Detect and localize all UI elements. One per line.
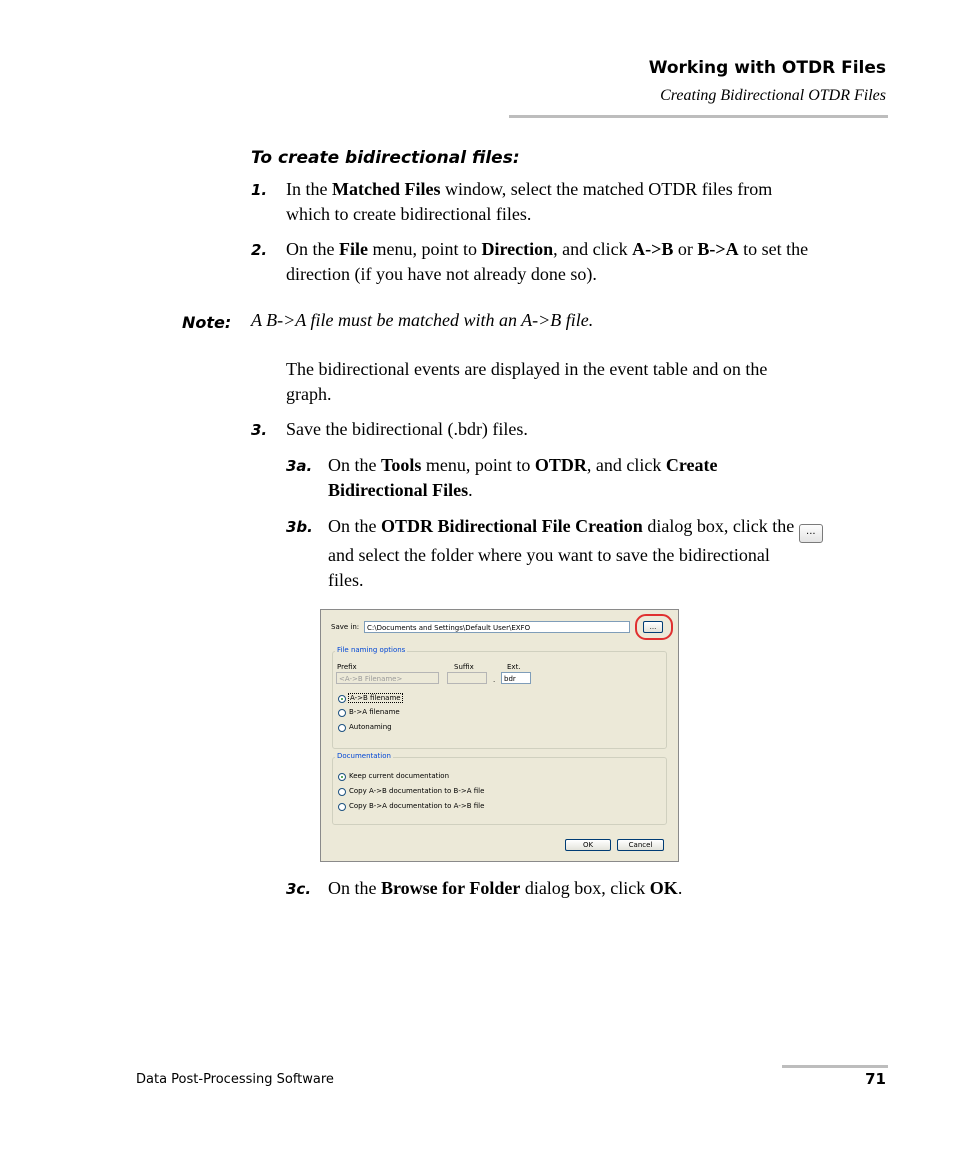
footer-rule bbox=[782, 1065, 888, 1068]
ok-button[interactable]: OK bbox=[565, 839, 611, 851]
events-paragraph: The bidirectional events are displayed in the event table and on the graph. bbox=[286, 359, 768, 404]
radio-ba-filename[interactable] bbox=[338, 709, 346, 717]
procedure-title: To create bidirectional files: bbox=[251, 148, 520, 168]
step-3-number: 3. bbox=[251, 421, 268, 439]
header-title: Working with OTDR Files bbox=[648, 58, 886, 78]
file-naming-title: File naming options bbox=[337, 646, 406, 654]
radio-keep-doc[interactable] bbox=[338, 773, 346, 781]
step-3c-text: On the Browse for Folder dialog box, click OK. bbox=[328, 878, 683, 898]
radio-copy-ba-doc[interactable] bbox=[338, 803, 346, 811]
radio-autonaming[interactable] bbox=[338, 724, 346, 732]
suffix-label: Suffix bbox=[454, 663, 474, 671]
bidirectional-file-creation-dialog bbox=[320, 609, 679, 862]
radio-copy-ab-doc-label: Copy A->B documentation to B->A file bbox=[349, 787, 485, 795]
step-3b-text: On the OTDR Bidirectional File Creation dialog box, click the ... and select the folder where you want to save the bidirectional files. bbox=[328, 514, 898, 593]
prefix-field[interactable]: <A->B Filename> bbox=[336, 672, 439, 684]
ext-dot: . bbox=[493, 676, 496, 684]
radio-ba-filename-label: B->A filename bbox=[349, 708, 400, 716]
suffix-field[interactable] bbox=[447, 672, 487, 684]
radio-copy-ab-doc[interactable] bbox=[338, 788, 346, 796]
save-in-field[interactable]: C:\Documents and Settings\Default User\EXFO bbox=[364, 621, 630, 633]
step-3a-text: On the Tools menu, point to OTDR, and click Create Bidirectional Files. bbox=[328, 455, 718, 500]
step-2-number: 2. bbox=[251, 241, 268, 259]
step-3-text: Save the bidirectional (.bdr) files. bbox=[286, 419, 528, 439]
note-label: Note: bbox=[182, 313, 232, 332]
radio-ab-filename[interactable] bbox=[338, 695, 346, 703]
radio-autonaming-label: Autonaming bbox=[349, 723, 392, 731]
radio-keep-doc-label: Keep current documentation bbox=[349, 772, 450, 780]
radio-copy-ba-doc-label: Copy B->A documentation to A->B file bbox=[349, 802, 485, 810]
step-3c-number: 3c. bbox=[286, 880, 312, 898]
browse-button[interactable]: ... bbox=[643, 621, 663, 633]
step-2-text: On the File menu, point to Direction, and click A->B or B->A to set the direction (if you have not already done so). bbox=[286, 239, 809, 284]
ext-label: Ext. bbox=[507, 663, 521, 671]
highlight-circle bbox=[635, 614, 673, 640]
prefix-label: Prefix bbox=[337, 663, 357, 671]
browse-button-icon: ... bbox=[799, 524, 823, 543]
step-1-number: 1. bbox=[251, 181, 268, 199]
documentation-title: Documentation bbox=[337, 752, 391, 760]
step-1-text: In the Matched Files window, select the matched OTDR files from which to create bidirectional files. bbox=[286, 179, 773, 224]
radio-ab-filename-label: A->B filename bbox=[350, 694, 401, 702]
page-number: 71 bbox=[865, 1070, 886, 1088]
save-in-label: Save in: bbox=[331, 623, 360, 631]
cancel-button[interactable]: Cancel bbox=[617, 839, 664, 851]
header-subtitle: Creating Bidirectional OTDR Files bbox=[660, 87, 886, 104]
step-3a-number: 3a. bbox=[286, 457, 313, 475]
ext-field[interactable]: bdr bbox=[501, 672, 531, 684]
footer-title: Data Post-Processing Software bbox=[136, 1072, 334, 1087]
header-rule bbox=[509, 115, 888, 118]
note-text: A B->A file must be matched with an A->B file. bbox=[251, 310, 594, 330]
step-3b-number: 3b. bbox=[286, 518, 313, 536]
